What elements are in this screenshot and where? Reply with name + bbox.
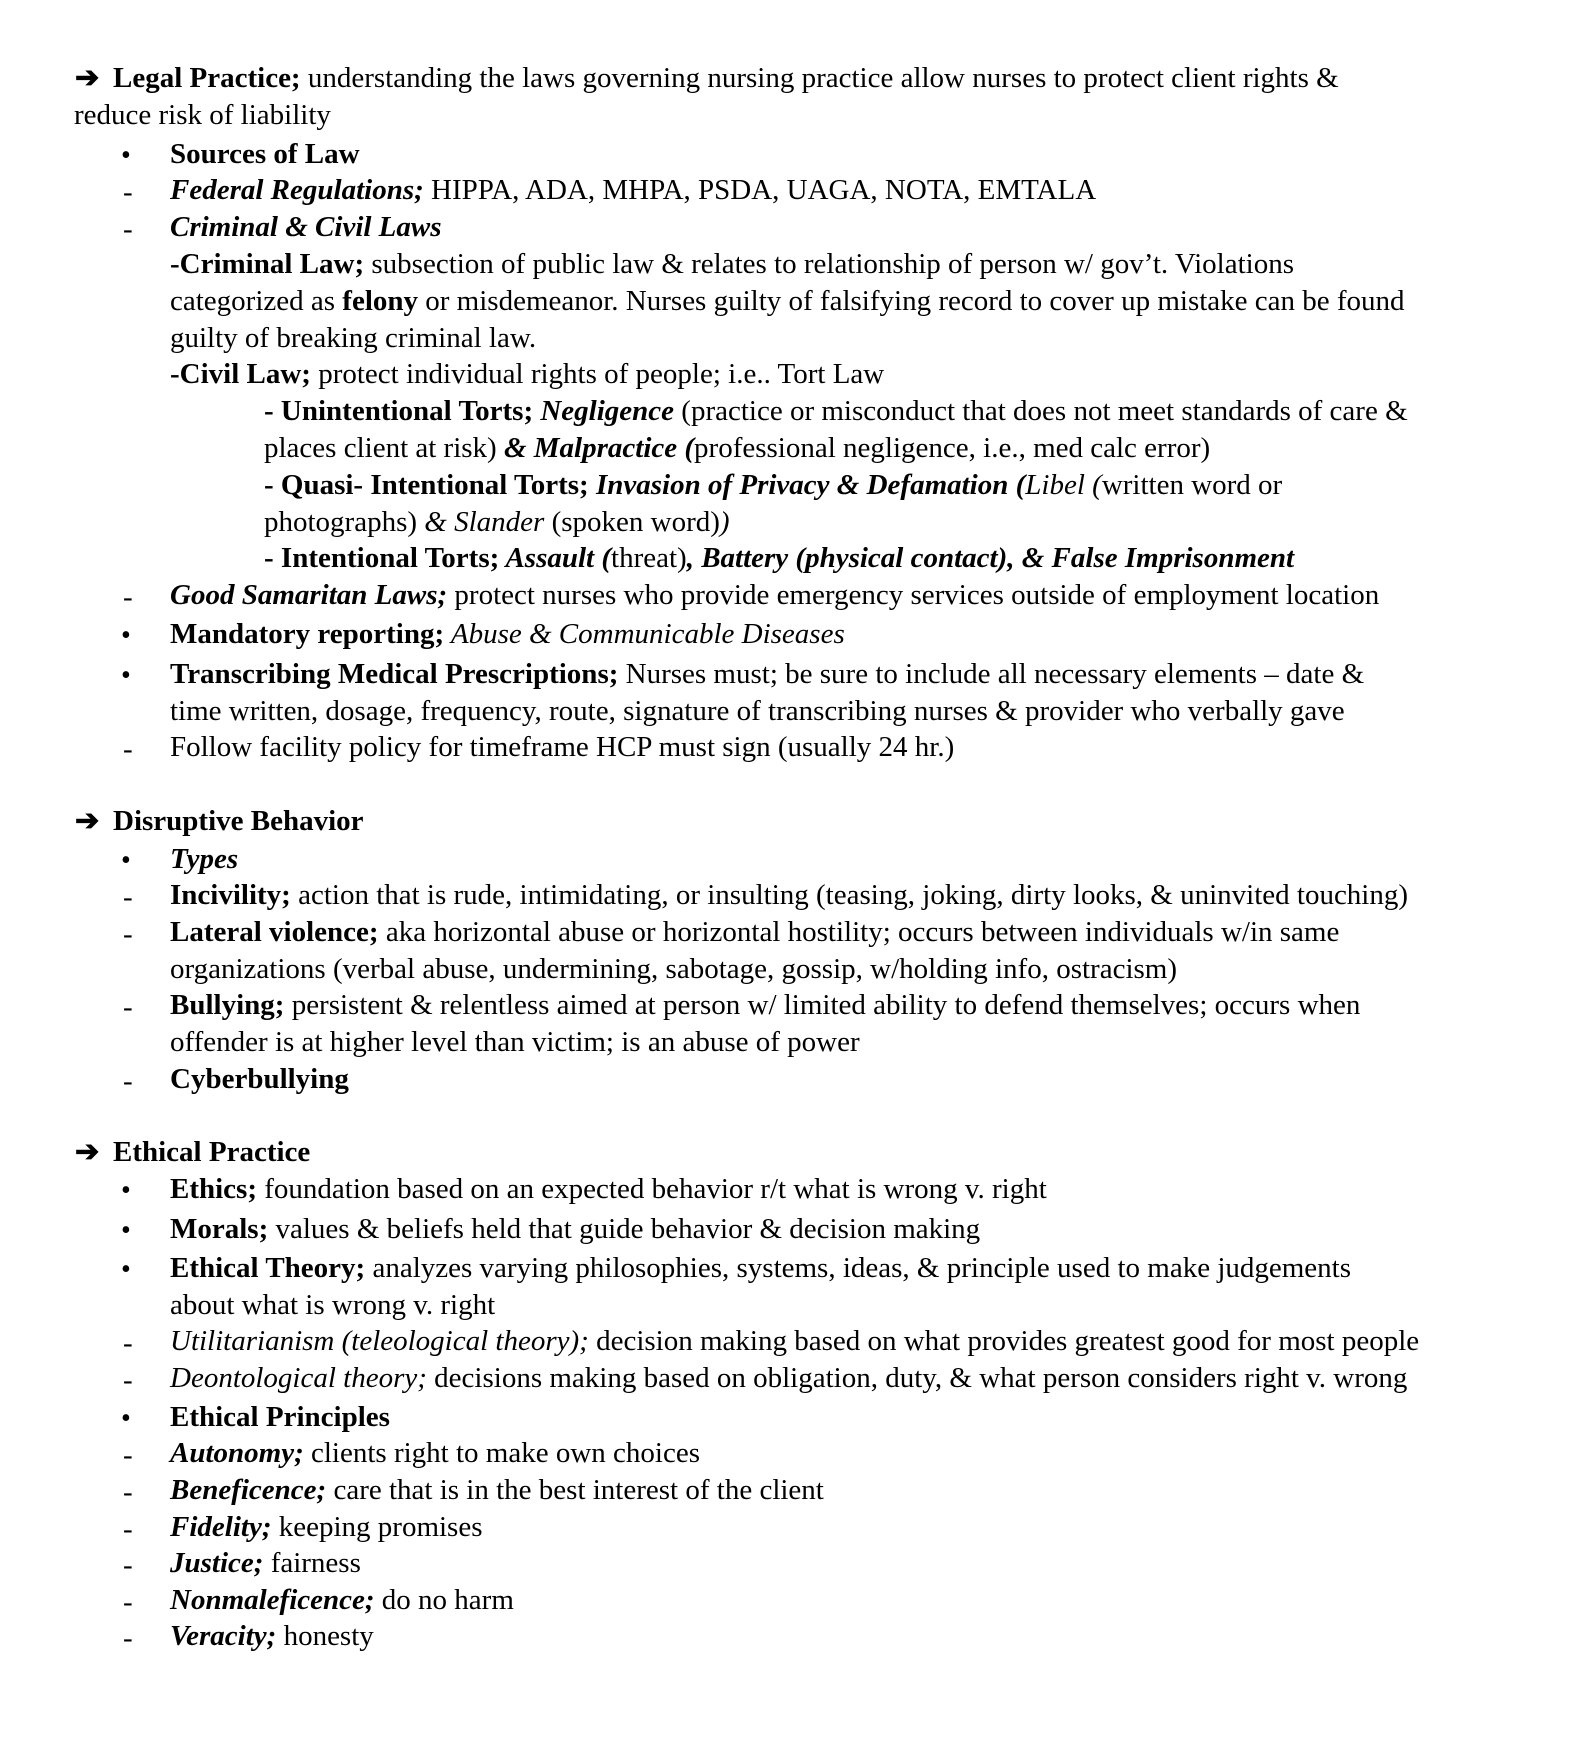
dash-marker: - (123, 1476, 133, 1508)
bullet-icon: • (121, 1254, 131, 1285)
arrow-icon: ➔ (75, 1136, 100, 1168)
dash-marker: - (123, 1439, 133, 1471)
disruptive-heading: Disruptive Behavior (113, 805, 364, 837)
morals: Morals; values & beliefs held that guide behavior & decision making (170, 1213, 981, 1245)
transcribing-line-2: time written, dosage, frequency, route, signature of transcribing nurses & provider who verbally gave (170, 695, 1345, 727)
types: Types (170, 843, 239, 875)
civil-law: -Civil Law; protect individual rights of people; i.e.. Tort Law (170, 358, 885, 390)
bullet-icon: • (121, 620, 131, 651)
criminal-law-line-1: -Criminal Law; subsection of public law & relates to relationship of person w/ gov’t. Violations (170, 248, 1294, 280)
bullet-icon: • (121, 845, 131, 876)
federal-regulations: Federal Regulations; HIPPA, ADA, MHPA, PSDA, UAGA, NOTA, EMTALA (170, 174, 1097, 206)
bullying-line-2: offender is at higher level than victim; is an abuse of power (170, 1026, 860, 1058)
ethics: Ethics; foundation based on an expected behavior r/t what is wrong v. right (170, 1173, 1047, 1205)
dash-marker: - (123, 881, 133, 913)
dash-marker: - (123, 1622, 133, 1654)
lateral-violence-line-2: organizations (verbal abuse, undermining, sabotage, gossip, w/holding info, ostracism) (170, 953, 1178, 985)
lateral-violence-line-1: Lateral violence; aka horizontal abuse or horizontal hostility; occurs between individuals w/in same (170, 916, 1340, 948)
transcribing-line-1: Transcribing Medical Prescriptions; Nurses must; be sure to include all necessary elements – date & (170, 658, 1365, 690)
intentional-torts: - Intentional Torts; Assault (threat), Battery (physical contact), & False Imprisonment (264, 542, 1295, 574)
bullet-icon: • (121, 1403, 131, 1434)
legal-intro-cont: reduce risk of liability (74, 99, 331, 131)
follow-facility-policy: Follow facility policy for timeframe HCP must sign (usually 24 hr.) (170, 731, 955, 763)
cyberbullying: Cyberbullying (170, 1063, 349, 1095)
incivility: Incivility; action that is rude, intimidating, or insulting (teasing, joking, dirty looks, & uninvited touching) (170, 879, 1409, 911)
quasi-intentional-torts-line-1: - Quasi- Intentional Torts; Invasion of Privacy & Defamation (Libel (written word or (264, 469, 1283, 501)
arrow-icon: ➔ (75, 62, 100, 94)
dash-marker: - (123, 1065, 133, 1097)
bullet-icon: • (121, 1175, 131, 1206)
sources-of-law: Sources of Law (170, 138, 360, 170)
dash-marker: - (123, 213, 133, 245)
criminal-civil-laws: Criminal & Civil Laws (170, 211, 442, 243)
beneficence: Beneficence; care that is in the best interest of the client (170, 1474, 824, 1506)
criminal-law-line-2: categorized as felony or misdemeanor. Nurses guilty of falsifying record to cover up mistake can be found (170, 285, 1405, 317)
dash-marker: - (123, 581, 133, 613)
ethical-theory-line-1: Ethical Theory; analyzes varying philosophies, systems, ideas, & principle used to make judgements (170, 1252, 1352, 1284)
unintentional-torts-line-1: - Unintentional Torts; Negligence (practice or misconduct that does not meet standards of care & (264, 395, 1408, 427)
quasi-intentional-torts-line-2: photographs) & Slander (spoken word)) (264, 506, 730, 538)
criminal-law-line-3: guilty of breaking criminal law. (170, 322, 537, 354)
dash-marker: - (123, 1586, 133, 1618)
unintentional-torts-line-2: places client at risk) & Malpractice (professional negligence, i.e., med calc error) (264, 432, 1211, 464)
utilitarianism: Utilitarianism (teleological theory); decision making based on what provides greatest good for most people (170, 1325, 1420, 1357)
dash-marker: - (123, 1327, 133, 1359)
dash-marker: - (123, 991, 133, 1023)
dash-marker: - (123, 1513, 133, 1545)
mandatory-reporting: Mandatory reporting; Abuse & Communicable Diseases (170, 618, 845, 650)
ethical-principles: Ethical Principles (170, 1401, 390, 1433)
dash-marker: - (123, 1549, 133, 1581)
ethical-heading: Ethical Practice (113, 1136, 311, 1168)
dash-marker: - (123, 733, 133, 765)
nonmaleficence: Nonmaleficence; do no harm (170, 1584, 514, 1616)
bullying-line-1: Bullying; persistent & relentless aimed at person w/ limited ability to defend themselves; occurs when (170, 989, 1361, 1021)
fidelity: Fidelity; keeping promises (170, 1511, 483, 1543)
dash-marker: - (123, 918, 133, 950)
ethical-theory-line-2: about what is wrong v. right (170, 1289, 496, 1321)
autonomy: Autonomy; clients right to make own choices (170, 1437, 700, 1469)
legal-heading: Legal Practice; (113, 62, 301, 94)
deontological-theory: Deontological theory; decisions making based on obligation, duty, & what person considers right v. wrong (170, 1362, 1408, 1394)
dash-marker: - (123, 176, 133, 208)
justice: Justice; fairness (170, 1547, 361, 1579)
veracity: Veracity; honesty (170, 1620, 374, 1652)
bullet-icon: • (121, 660, 131, 691)
legal-heading-line: Legal Practice; understanding the laws governing nursing practice allow nurses to protect client rights & (113, 62, 1339, 94)
dash-marker: - (123, 1364, 133, 1396)
arrow-icon: ➔ (75, 805, 100, 837)
good-samaritan-laws: Good Samaritan Laws; protect nurses who provide emergency services outside of employment location (170, 579, 1380, 611)
bullet-icon: • (121, 140, 131, 171)
bullet-icon: • (121, 1215, 131, 1246)
